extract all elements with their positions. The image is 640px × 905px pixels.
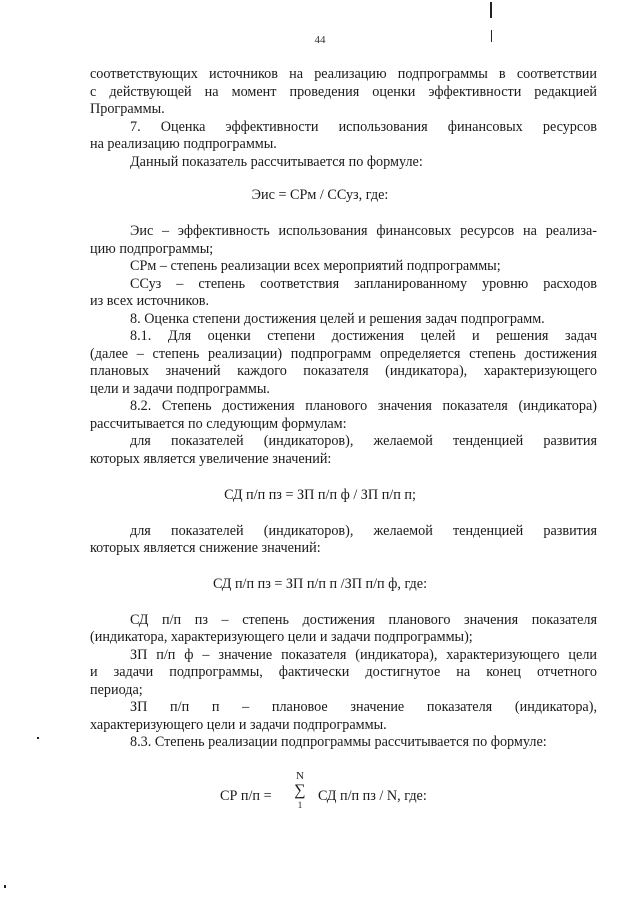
text-line: ССуз – степень соответствия запланированному уровню расходов — [130, 276, 597, 292]
sum-upper-limit: N — [296, 770, 304, 782]
text-line: цию подпрограммы; — [90, 241, 214, 257]
text-line: цели и задачи подпрограммы. — [90, 381, 270, 397]
text-line: 8.2. Степень достижения планового значения показателя (индикатора) — [130, 398, 597, 414]
text-line: (индикатора, характеризующего цели и задачи подпрограммы); — [90, 629, 473, 645]
page-number: 44 — [314, 34, 326, 46]
text-line: рассчитывается по следующим формулам: — [90, 416, 347, 432]
text-line: СД п/п пз – степень достижения планового значения показателя — [130, 612, 597, 628]
text-line: характеризующего цели и задачи подпрограммы. — [90, 717, 387, 733]
text-line: для показателей (индикаторов), желаемой тенденцией развития — [130, 523, 597, 539]
text-line: СРм – степень реализации всех мероприятий подпрограммы; — [130, 258, 501, 274]
sigma-symbol: ∑ — [294, 782, 306, 799]
text-line: периода; — [90, 682, 143, 698]
formula-decrease: СД п/п пз = ЗП п/п п /ЗП п/п ф, где: — [212, 576, 428, 592]
text-line: (далее – степень реализации) подпрограмм определяется степень достижения — [90, 346, 597, 362]
text-line: для показателей (индикаторов), желаемой тенденцией развития — [130, 433, 597, 449]
text-line: Данный показатель рассчитывается по формуле: — [130, 154, 423, 170]
sum-lower-limit: 1 — [297, 800, 303, 810]
text-line: 8.3. Степень реализации подпрограммы рассчитывается по формуле: — [130, 734, 547, 750]
text-line: ЗП п/п ф – значение показателя (индикатора), характеризующего цели — [130, 647, 597, 663]
text-line: плановых значений каждого показателя (индикатора), характеризующего — [90, 363, 597, 379]
text-line: 7. Оценка эффективности использования финансовых ресурсов — [130, 119, 597, 135]
text-line: на реализацию подпрограммы. — [90, 136, 277, 152]
formula-increase: СД п/п пз = ЗП п/п ф / ЗП п/п п; — [224, 487, 416, 503]
text-line: Программы. — [90, 101, 165, 117]
text-line: ЗП п/п п – плановое значение показателя (индикатора), — [130, 699, 597, 715]
scan-speck — [37, 737, 39, 739]
scan-speck — [4, 885, 6, 888]
margin-mark — [490, 2, 492, 18]
text-line: которых является снижение значений: — [90, 540, 321, 556]
formula-lhs: СР п/п = — [220, 788, 272, 804]
text-line: 8. Оценка степени достижения целей и решения задач подпрограмм. — [130, 311, 545, 327]
text-line: с действующей на момент проведения оценки эффективности редакцией — [90, 84, 597, 100]
margin-mark — [491, 30, 492, 42]
formula-efficiency: Эис = СРм / ССуз, где: — [251, 187, 389, 203]
text-line: соответствующих источников на реализацию подпрограммы в соответствии — [90, 66, 597, 82]
text-line: Эис – эффективность использования финансовых ресурсов на реализа- — [130, 223, 597, 239]
text-line: которых является увеличение значений: — [90, 451, 332, 467]
text-line: 8.1. Для оценки степени достижения целей и решения задач — [130, 328, 597, 344]
summation — [290, 770, 310, 810]
text-line: из всех источников. — [90, 293, 210, 309]
text-line: и задачи подпрограммы, фактически достигнутое на конец отчетного — [90, 664, 597, 680]
formula-rhs: СД п/п пз / N, где: — [318, 788, 427, 804]
